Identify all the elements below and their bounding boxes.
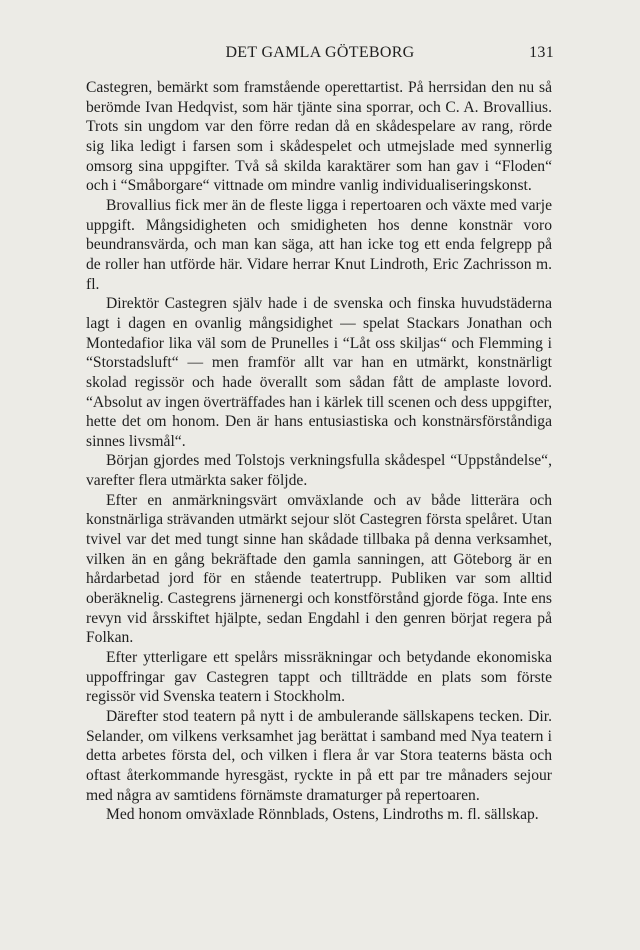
running-head <box>86 44 554 68</box>
paragraph: Med honom omväxlade Rönnblads, Ostens, Lindroths m. fl. sällskap. <box>106 806 539 824</box>
paragraph: Början gjordes med Tolstojs verkningsfulla skådespel “Uppståndelse“, varefter flera utmärkta saker följde. <box>86 452 552 490</box>
body-text <box>86 78 552 825</box>
page-number: 131 <box>529 44 554 61</box>
paragraph: Efter en anmärkningsvärt omväxlande och av både litterära och konstnärliga strävanden utmärkt sejour slöt Castegren första spelåret. Utan tvivel var det med tungt sinne han skådade tillbaka på denna verksamhet, vilken än en gång bekräftade den gamla sanningen, att Göteborg är en hårdarbetad jord för en stående teatertrupp. Publiken var som alltid oberäknelig. Castegrens järnenergi och konstförstånd gjorde föga. Inte ens revyn vid årsskiftet hjälpte, sedan Engdahl i den genren börjat regera på Folkan. <box>86 491 552 647</box>
paragraph: Därefter stod teatern på nytt i de ambulerande sällskapens tecken. Dir. Selander, om vilkens verksamhet jag berättat i samband med Nya teatern i detta arbetes första del, och vilken i flera år var Stora teaterns bästa och oftast återkommande hyresgäst, ryckte in på ett par tre månaders sejour med några av samtidens förnämste dramaturger på repertoaren. <box>86 708 552 804</box>
paragraph: Efter ytterligare ett spelårs missräkningar och betydande ekonomiska uppoffringar gav Castegren tappt och tillträdde en plats som förste regissör vid Svenska teatern i Stockholm. <box>86 649 552 706</box>
paragraph: Direktör Castegren själv hade i de svenska och finska huvudstäderna lagt i dagen en ovanlig mångsidighet — spelat Stackars Jonathan och Montedafior lika väl som de Prunelles i “Låt oss skiljas“ och Flemming i “Storstadsluft“ — men framför allt var han en utmärkt, konstnärligt skolad regissör och hade överallt som sådan fått de amplaste lovord. “Absolut av ingen överträffades han i kärlek till scenen och dess uppgifter, hette det om honom. Den är hans entusiastiska och konstnärsförståndiga sinnes livsmål“. <box>86 295 552 450</box>
paragraph: Brovallius fick mer än de fleste ligga i repertoaren och växte med varje uppgift. Mångsidigheten och smidigheten hos denne konstnär voro beundransvärda, och man kan säga, att han icke tog ett enda felgrepp på de roller han utförde här. Vidare herrar Knut Lindroth, Eric Zachrisson m. fl. <box>86 196 552 293</box>
running-title: DET GAMLA GÖTEBORG <box>225 44 415 61</box>
paragraph: Castegren, bemärkt som framstående operettartist. På herrsidan den nu så berömde Ivan Hedqvist, som här tjänte sina sporrar, och C. A. Brovallius. Trots sin ungdom var den förre redan då en skådespelare av rang, rörde sig lika ledigt i farsen som i skådespelet och utmejslade med synnerlig omsorg sina uppgifter. Två så skilda karaktärer som han gav i “Floden“ och i “Småborgare“ vittnade om mindre vanlig individualiseringskonst. <box>86 79 552 195</box>
